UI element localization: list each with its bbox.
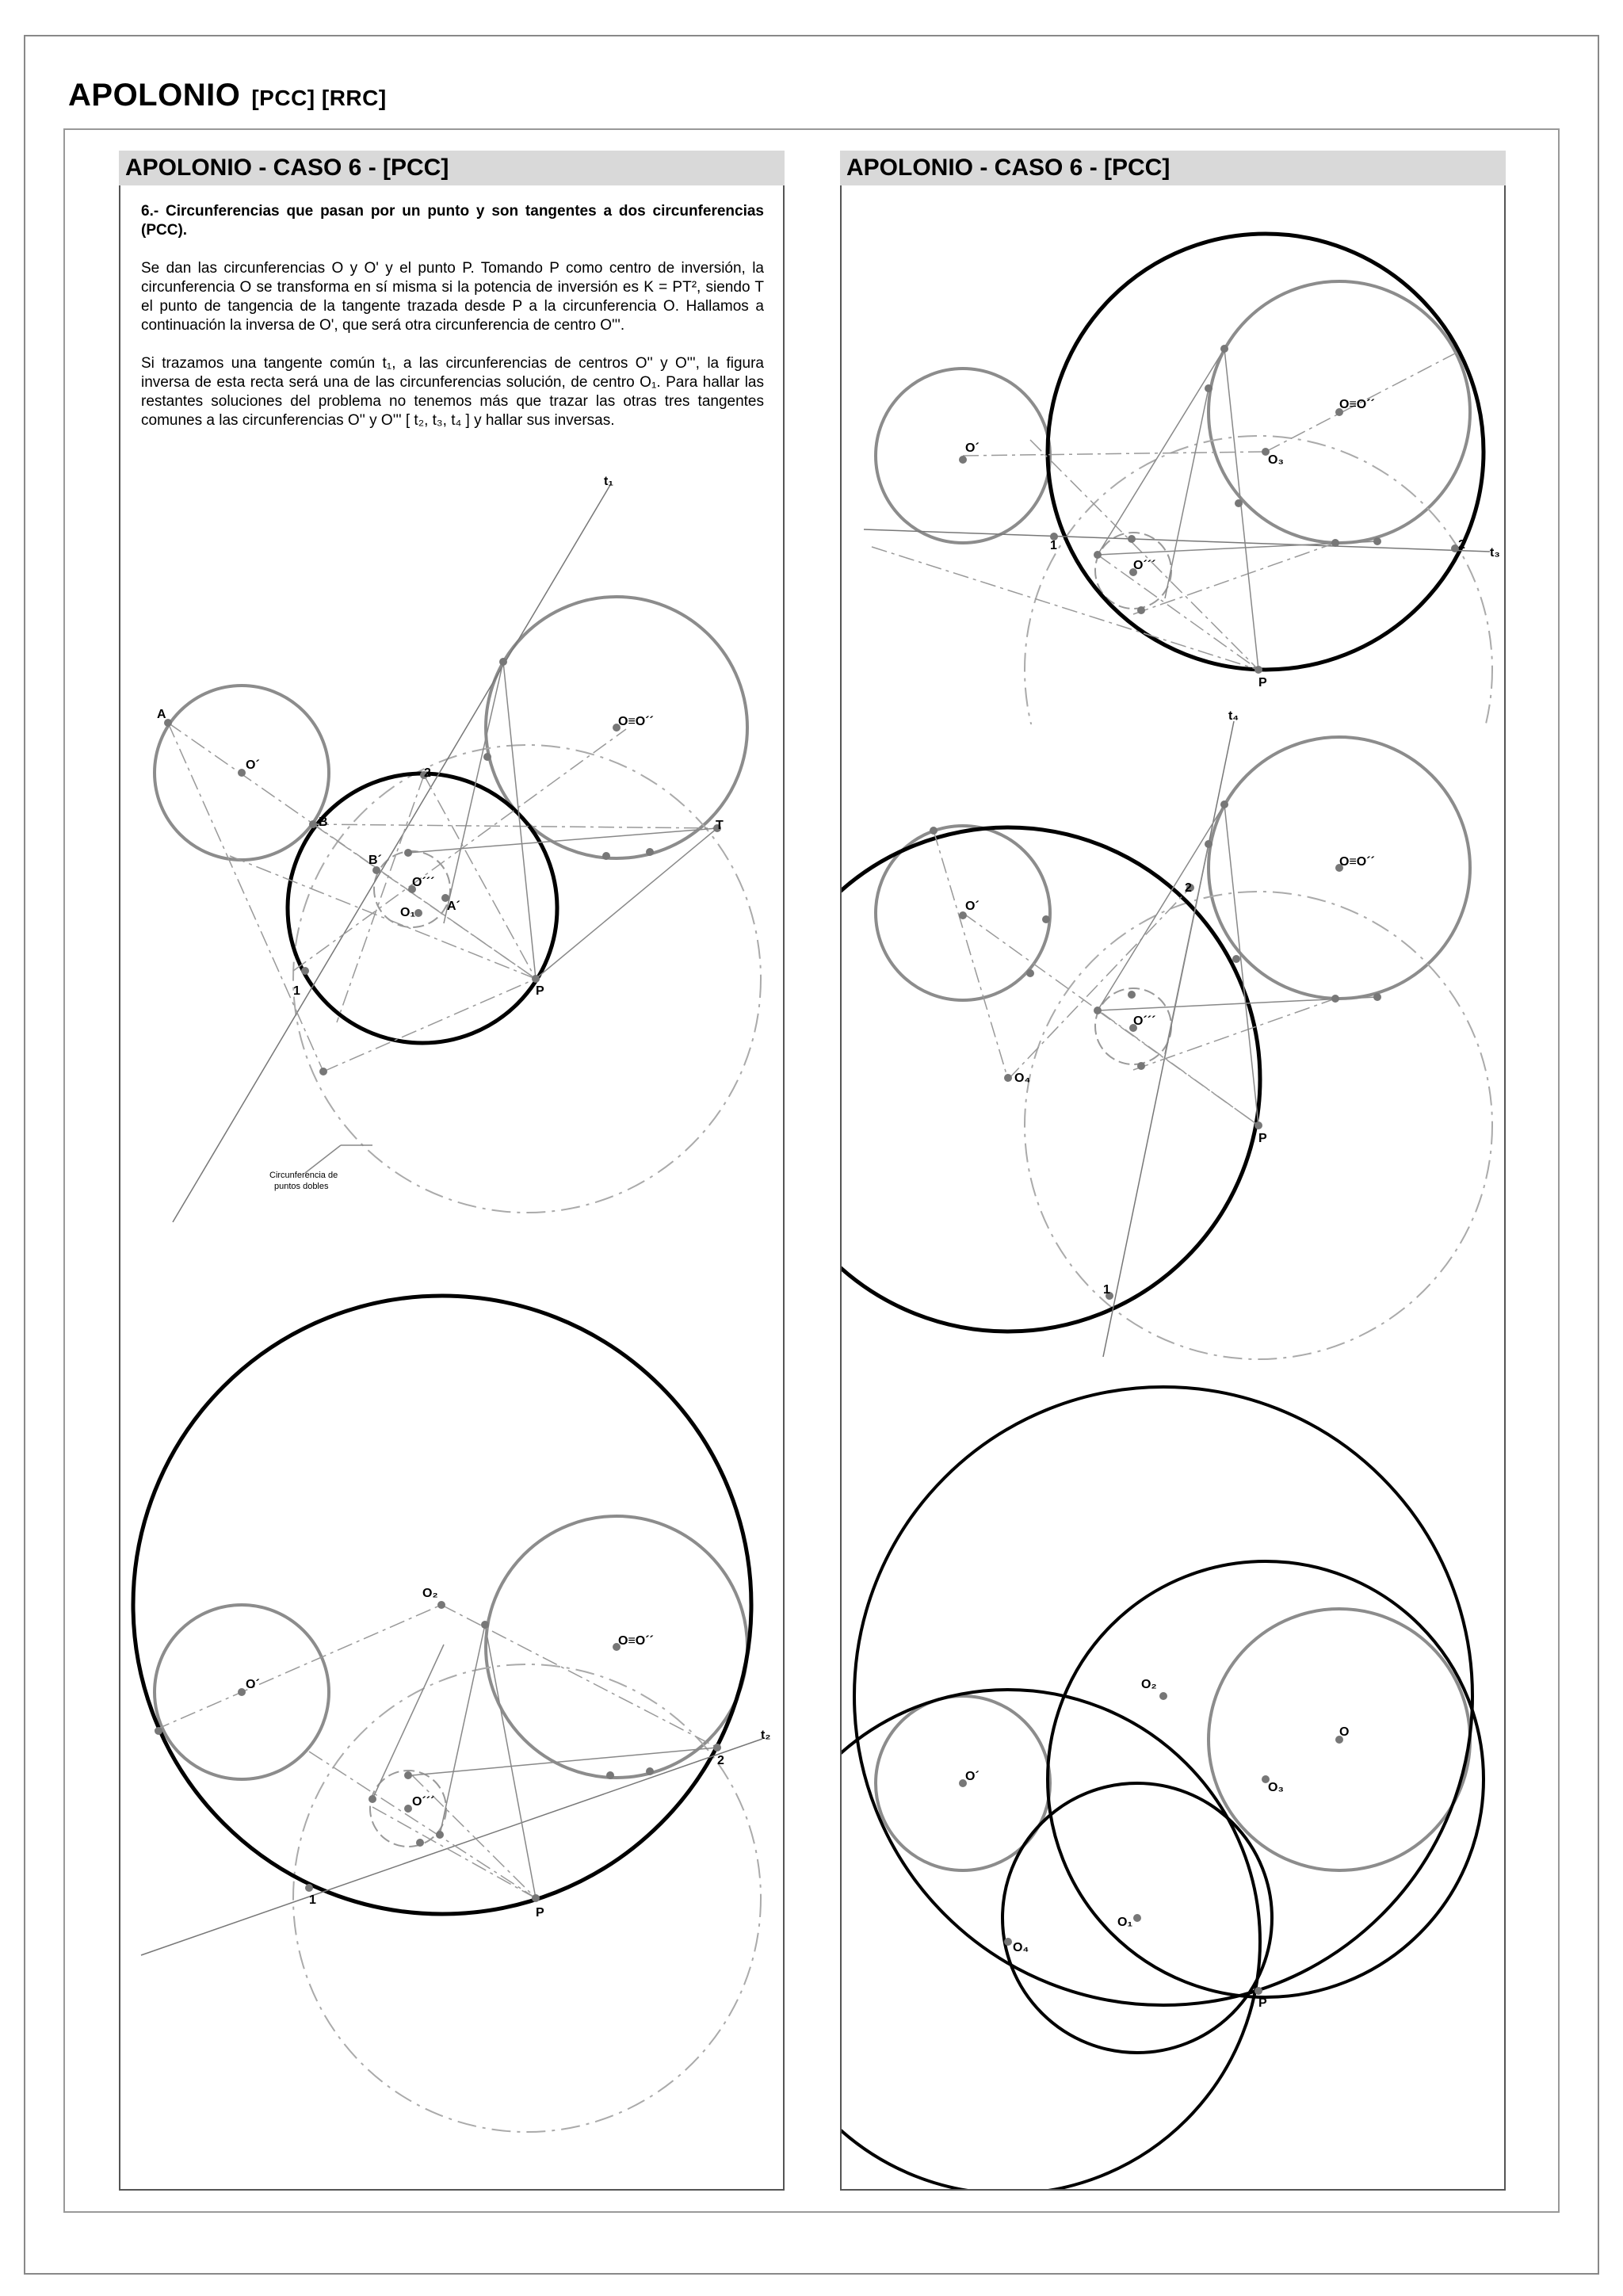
figure-t1 xyxy=(155,485,761,1222)
label-a-prime: A´ xyxy=(447,900,460,913)
left-panel-title: APOLONIO - CASO 6 - [PCC] xyxy=(119,151,785,185)
explanation-heading: 6.- Circunferencias que pasan por un punto y son tangentes a dos circunferencias (PCC). xyxy=(141,203,764,239)
note-line-2: puntos dobles xyxy=(274,1182,329,1191)
label-one-4: 1 xyxy=(1103,1283,1110,1297)
label-o-prime-2: O´ xyxy=(246,1678,260,1691)
label-p-3: P xyxy=(1258,676,1267,690)
label-o-equiv-o-double: O≡O´´ xyxy=(618,715,654,728)
label-b-prime: B´ xyxy=(369,854,382,867)
label-t3: t₃ xyxy=(1490,546,1500,560)
label-one-3: 1 xyxy=(1050,539,1057,552)
label-o-prime-5: O´ xyxy=(965,1770,980,1783)
figure-t3 xyxy=(864,234,1492,904)
figure-t4-labels xyxy=(965,709,1375,1297)
label-o-prime-4: O´ xyxy=(965,900,980,913)
label-two-4: 2 xyxy=(1185,881,1192,895)
label-t1: t₁ xyxy=(604,475,613,488)
label-o3-5: O₃ xyxy=(1268,1781,1284,1794)
label-o1: O₁ xyxy=(400,906,416,919)
title-subtitle: [PCC] [RRC] xyxy=(251,86,387,110)
label-p: P xyxy=(536,984,544,998)
figure-all-solutions xyxy=(756,1387,1484,2194)
label-o-triple-prime: O´´´ xyxy=(412,876,435,889)
label-t2: t₂ xyxy=(761,1729,771,1742)
label-p-5: P xyxy=(1258,1996,1267,2010)
label-o4-5: O₄ xyxy=(1013,1941,1029,1954)
label-o1-5: O₁ xyxy=(1117,1916,1133,1929)
label-b: B xyxy=(319,816,328,829)
label-a: A xyxy=(157,708,166,721)
label-o-equiv-o-double-3: O≡O´´ xyxy=(1339,398,1375,411)
label-two: 2 xyxy=(424,766,431,780)
title-text: APOLONIO xyxy=(68,78,241,113)
label-o3: O₃ xyxy=(1268,453,1284,467)
figure-t4 xyxy=(756,721,1492,1359)
figure-t3-labels xyxy=(965,398,1500,690)
label-o-prime-3: O´ xyxy=(965,441,980,455)
label-o-triple-prime-3: O´´´ xyxy=(1133,559,1156,572)
figure-t1-labels xyxy=(157,475,724,1191)
label-o-prime: O´ xyxy=(246,758,260,772)
label-o2: O₂ xyxy=(422,1587,438,1600)
label-p-4: P xyxy=(1258,1132,1267,1145)
right-panel-title: APOLONIO - CASO 6 - [PCC] xyxy=(840,151,1506,185)
label-o-equiv-o-double-4: O≡O´´ xyxy=(1339,855,1375,869)
solution-circle-o1 xyxy=(288,774,557,1043)
label-o-equiv-o-double-2: O≡O´´ xyxy=(618,1634,654,1648)
label-o-5: O xyxy=(1339,1725,1350,1739)
label-p-2: P xyxy=(536,1906,544,1920)
label-one: 1 xyxy=(293,984,300,998)
label-t: T xyxy=(716,819,724,832)
figure-t2 xyxy=(133,1296,762,2132)
explanation-paragraph-2: Si trazamos una tangente común t₁, a las circunferencias de centros O'' y O''', la figura inversa de esta recta será una de las circunferencias solución, de centro O₁. Para hallar las restantes soluciones del problema no tenemos más que trazar las otras tres tangentes comunes a las circunferencias O'' y O''' [ t₂, t₃, t₄ ] y hallar sus inversas. xyxy=(141,355,764,429)
label-two-2: 2 xyxy=(717,1754,724,1767)
label-o2-5: O₂ xyxy=(1141,1678,1157,1691)
label-one-2: 1 xyxy=(309,1893,316,1907)
label-t4: t₄ xyxy=(1228,709,1239,723)
note-line-1: Circunferencia de xyxy=(269,1171,338,1180)
label-o-triple-prime-4: O´´´ xyxy=(1133,1014,1156,1028)
label-o4: O₄ xyxy=(1014,1072,1031,1085)
explanation-paragraph-1: Se dan las circunferencias O y O' y el punto P. Tomando P como centro de inversión, la circunferencia O se transforma en sí misma si la potencia de inversión es K = PT², siendo T el punto de tangencia de la tangente trazada desde P a la circunferencia O. Hallamos a continuación la inversa de O', que será otra circunferencia de centro O'''. xyxy=(141,260,764,334)
circle-double-points-2 xyxy=(293,1664,761,2132)
circle-double-points xyxy=(293,745,761,1213)
label-o-triple-prime-2: O´´´ xyxy=(412,1795,435,1809)
label-two-3: 2 xyxy=(1458,538,1465,552)
